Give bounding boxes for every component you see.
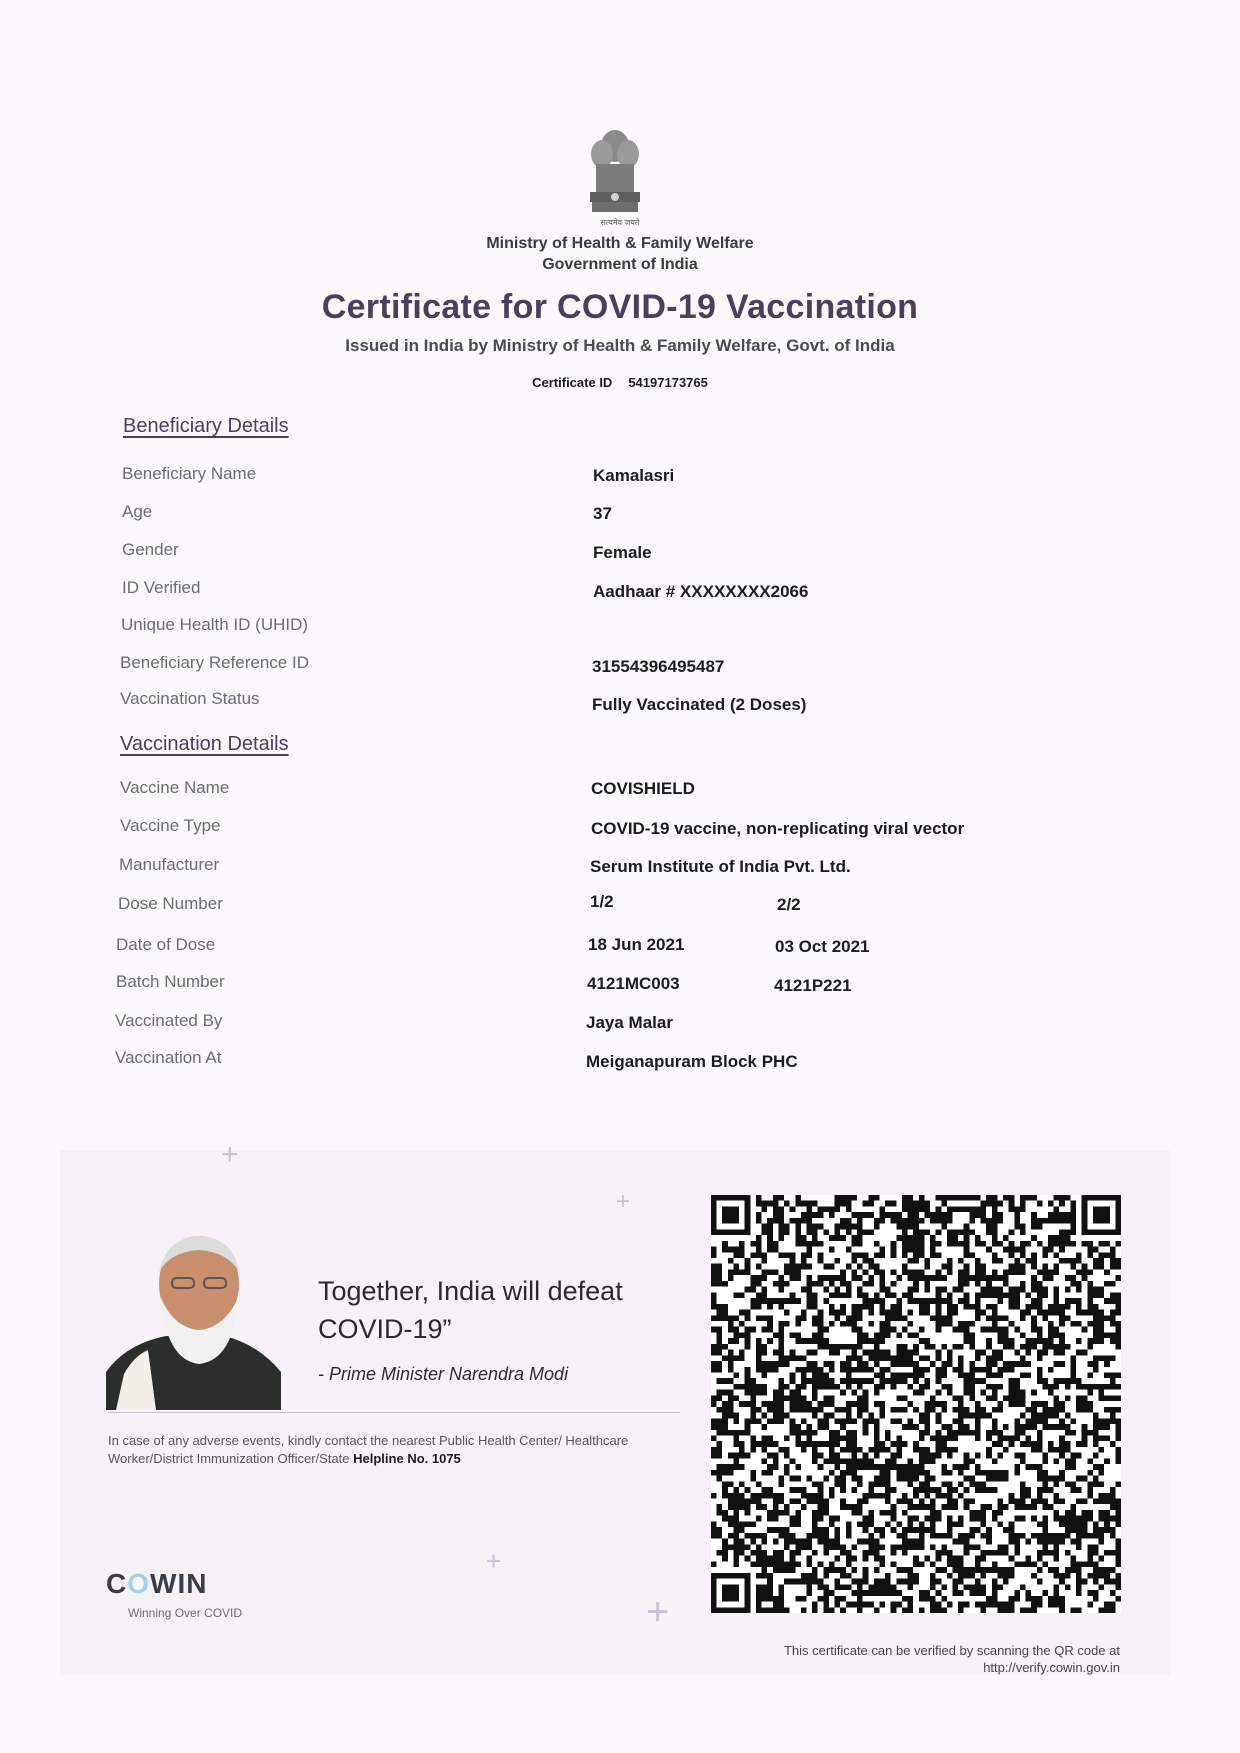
field-label: Age xyxy=(122,502,153,521)
age-value: 37 xyxy=(593,504,612,523)
field-label: Vaccinated By xyxy=(115,1011,223,1030)
dose-1-number: 1/2 xyxy=(590,892,614,911)
field-label: Unique Health ID (UHID) xyxy=(121,615,309,634)
dose-2-batch: 4121P221 xyxy=(774,976,852,995)
vaccine-type-value: COVID-19 vaccine, non-replicating viral vector xyxy=(591,819,965,838)
vaccination-status-value: Fully Vaccinated (2 Doses) xyxy=(592,695,807,714)
cowin-logo-c: C xyxy=(106,1568,128,1599)
certificate-id-value: 54197173765 xyxy=(628,375,708,390)
field-label: Beneficiary Reference ID xyxy=(120,653,309,672)
quote-attribution: - Prime Minister Narendra Modi xyxy=(318,1364,569,1384)
field-label: Gender xyxy=(122,540,179,559)
gender-value: Female xyxy=(593,543,652,562)
verification-url[interactable]: http://verify.cowin.gov.in xyxy=(983,1660,1120,1675)
certificate-id xyxy=(0,375,1240,390)
verification-text: This certificate can be verified by scanning the QR code at xyxy=(783,1643,1120,1658)
cowin-tagline: Winning Over COVID xyxy=(128,1606,243,1620)
quote-text: Together, India will defeat COVID-19” xyxy=(318,1276,623,1344)
helpline-text: In case of any adverse events, kindly contact the nearest Public Health Center/ Healthcare Worker/District Immunization Officer/State xyxy=(108,1433,629,1466)
field-label: Vaccination At xyxy=(115,1048,222,1067)
field-label: Dose Number xyxy=(118,894,223,913)
national-emblem-icon xyxy=(582,124,648,228)
vaccination-at-value: Meiganapuram Block PHC xyxy=(586,1052,798,1071)
id-verified-value: Aadhaar # XXXXXXXX2066 xyxy=(593,582,809,601)
vaccinated-by-value: Jaya Malar xyxy=(586,1013,673,1032)
field-label: Beneficiary Name xyxy=(122,464,257,483)
field-label: Date of Dose xyxy=(116,935,216,954)
certificate-title: Certificate for COVID-19 Vaccination xyxy=(321,288,919,326)
beneficiary-reference-id-value: 31554396495487 xyxy=(592,657,725,676)
cowin-logo-o: O xyxy=(127,1568,151,1599)
divider xyxy=(108,1412,680,1413)
issued-by: Issued in India by Ministry of Health & Family Welfare, Govt. of India xyxy=(345,336,895,355)
cowin-logo-win: WIN xyxy=(150,1568,208,1599)
dose-1-date: 18 Jun 2021 xyxy=(588,935,685,954)
vaccine-name-value: COVISHIELD xyxy=(591,779,695,798)
dose-1-batch: 4121MC003 xyxy=(587,974,680,993)
government-name: Government of India xyxy=(542,256,698,273)
certificate-id-label: Certificate ID xyxy=(532,375,613,390)
emblem-motto: सत्यमेव जयते xyxy=(600,218,640,227)
cowin-logo xyxy=(106,1568,207,1600)
plus-decoration-icon: + xyxy=(646,1590,670,1634)
plus-decoration-icon: + xyxy=(616,1188,631,1215)
dose-2-number: 2/2 xyxy=(777,895,801,914)
beneficiary-name-value: Kamalasri xyxy=(593,466,675,485)
helpline-number: Helpline No. 1075 xyxy=(353,1451,461,1466)
vaccination-details-heading: Vaccination Details xyxy=(120,733,289,755)
field-label: Vaccine Name xyxy=(120,778,230,797)
dose-2-date: 03 Oct 2021 xyxy=(775,937,870,956)
field-label: Batch Number xyxy=(116,972,225,991)
field-label: Vaccine Type xyxy=(120,816,221,835)
field-label: Vaccination Status xyxy=(120,689,260,708)
verification-note xyxy=(700,1642,1120,1676)
helpline-note xyxy=(108,1432,668,1468)
field-label: ID Verified xyxy=(122,578,201,597)
verification-qr-code[interactable] xyxy=(711,1195,1121,1613)
beneficiary-details-heading: Beneficiary Details xyxy=(123,415,289,437)
ministry-name: Ministry of Health & Family Welfare xyxy=(486,235,754,252)
plus-decoration-icon: + xyxy=(486,1546,502,1576)
plus-decoration-icon: + xyxy=(221,1138,239,1171)
manufacturer-value: Serum Institute of India Pvt. Ltd. xyxy=(590,857,851,876)
field-label: Manufacturer xyxy=(119,855,220,874)
prime-minister-photo xyxy=(106,1232,281,1410)
